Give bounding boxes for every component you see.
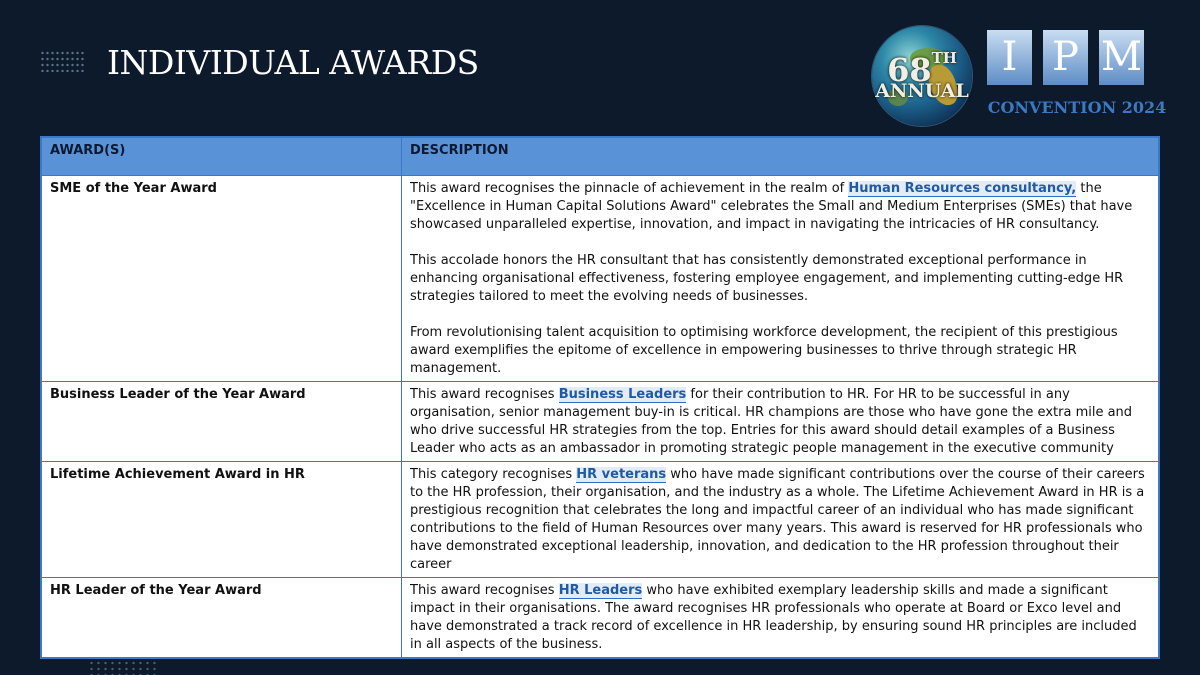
table-row bbox=[42, 578, 1159, 658]
award-description: This category recognises HR veterans who have made significant contributions over the course of their careers to the HR profession, their organisation, and the industry as a whole. The Lifetime Achievement Award in HR is a prestigious recognition that celebrates the long and impactful career of an individual who has made significant contributions to the field of Human Resources over many years. This award is reserved for HR professionals who have demonstrated exceptional leadership, innovation, and dedication to the HR profession throughout their career bbox=[402, 462, 1159, 578]
award-description bbox=[402, 176, 1159, 382]
table-row bbox=[42, 382, 1159, 462]
description-paragraph: This accolade honors the HR consultant that has consistently demonstrated exceptional performance in enhancing organisational effectiveness, fostering employee engagement, and implementing cutting-edge HR strategies tailored to meet the evolving needs of businesses. bbox=[410, 253, 1124, 304]
award-name: Business Leader of the Year Award bbox=[42, 382, 402, 462]
decorative-dot-grid-bottom bbox=[88, 660, 158, 675]
award-name: Lifetime Achievement Award in HR bbox=[42, 462, 402, 578]
column-header-awards: AWARD(S) bbox=[42, 138, 402, 176]
logo-letter-p: P bbox=[1043, 30, 1088, 85]
award-name: SME of the Year Award bbox=[42, 176, 402, 382]
logo-letter-m: M bbox=[1099, 30, 1144, 85]
logo-letter-i: I bbox=[987, 30, 1032, 85]
decorative-dot-grid bbox=[40, 50, 84, 72]
highlighted-term: HR veterans bbox=[576, 467, 667, 482]
logo-annual-text: ANNUAL bbox=[875, 80, 969, 102]
highlighted-term: HR Leaders bbox=[558, 583, 643, 598]
globe-icon bbox=[872, 26, 972, 126]
column-header-description: DESCRIPTION bbox=[402, 138, 1159, 176]
table-row bbox=[42, 176, 1159, 382]
logo-convention-text: CONVENTION 2024 bbox=[987, 98, 1167, 117]
description-paragraph: From revolutionising talent acquisition to optimising workforce development, the recipient of this prestigious award exemplifies the epitome of excellence in empowering businesses to thrive through strategic HR management. bbox=[410, 325, 1118, 376]
logo-edition-number: 68TH bbox=[887, 49, 957, 89]
table-header-row bbox=[42, 138, 1159, 176]
awards-table bbox=[40, 136, 1160, 659]
table-row bbox=[42, 462, 1159, 578]
description-paragraph: This award recognises the pinnacle of achievement in the realm of Human Resources consultancy, the "Excellence in Human Capital Solutions Award" celebrates the Small and Medium Enterprises (SMEs) that have showcased unparalleled expertise, innovation, and impact in navigating the intricacies of HR consultancy. bbox=[410, 181, 1133, 232]
award-description: This award recognises HR Leaders who have exhibited exemplary leadership skills and made a significant impact in their organisations. The award recognises HR professionals who operate at Board or Exco level and have demonstrated a track record of excellence in HR leadership, by ensuring sound HR principles are included in all aspects of the business. bbox=[402, 578, 1159, 658]
page-title: INDIVIDUAL AWARDS bbox=[107, 43, 479, 82]
award-name: HR Leader of the Year Award bbox=[42, 578, 402, 658]
award-description: This award recognises Business Leaders for their contribution to HR. For HR to be successful in any organisation, senior management buy-in is critical. HR champions are those who have gone the extra mile and who drive successful HR strategies from the top. Entries for this award should detail examples of a Business Leader who acts as an ambassador in promoting strategic people management in the executive community bbox=[402, 382, 1159, 462]
highlighted-term: Business Leaders bbox=[558, 387, 687, 402]
highlighted-term: Human Resources consultancy, bbox=[848, 181, 1077, 196]
ipm-convention-logo bbox=[872, 24, 1167, 124]
